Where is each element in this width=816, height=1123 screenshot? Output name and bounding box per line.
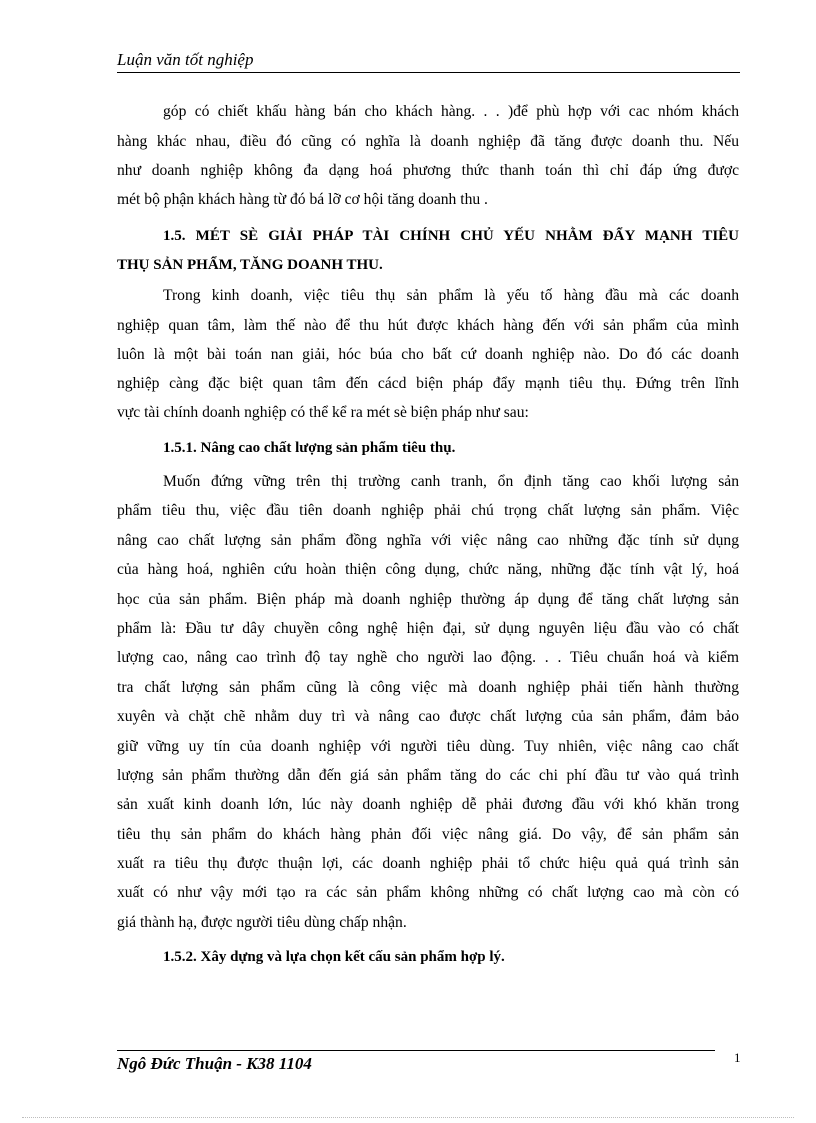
paragraph-line: Muốn đứng vững trên thị trường canh tranh, ổn định tăng cao khối lượng sản (163, 473, 739, 490)
page-edge-divider (22, 1117, 794, 1118)
paragraph-line: vực tài chính doanh nghiệp có thể kể ra mét sè biện pháp như sau: (117, 404, 529, 421)
section-heading: 1.5. MÉT SÈ GIẢI PHÁP TÀI CHÍNH CHỦ YẾU NHẰM ĐẨY MẠNH TIÊU (163, 228, 739, 244)
paragraph-line: nâng cao chất lượng sản phẩm đồng nghĩa với việc nâng cao những đặc tính sử dụng (117, 532, 739, 549)
paragraph-line: tiêu thụ sản phẩm do khách hàng phản đối việc nâng giá. Do vậy, để sản phẩm sản (117, 826, 739, 843)
running-header-title: Luận văn tốt nghiệp (117, 50, 254, 69)
paragraph-line: nghiệp càng đặc biệt quan tâm đến cácd biện pháp đẩy mạnh tiêu thụ. Đứng trên lĩnh (117, 375, 739, 392)
paragraph-line: phẩm là: Đầu tư dây chuyền công nghệ hiện đại, sử dụng nguyên liệu đầu vào có chất (117, 620, 739, 637)
paragraph-line: Trong kinh doanh, việc tiêu thụ sản phẩm là yếu tố hàng đầu mà các doanh (163, 287, 739, 304)
paragraph-line: lượng cao, nâng cao trình độ tay nghề cho người lao động. . . Tiêu chuẩn hoá và kiểm (117, 649, 739, 666)
paragraph-line: tra chất lượng sản phẩm cũng là công việc mà doanh nghiệp phải tiến hành thường (117, 679, 739, 696)
paragraph-line: của hàng hoá, nghiên cứu hoàn thiện công dụng, chức năng, những đặc tính vật lý, hoá (117, 561, 739, 578)
paragraph-line: như doanh nghiệp không đa dạng hoá phương thức thanh toán thì chỉ đáp ứng được (117, 162, 739, 179)
paragraph-line: học của sản phẩm. Biện pháp mà doanh nghiệp thường áp dụng để tăng chất lượng sản (117, 591, 739, 608)
header-rule (117, 72, 740, 73)
section-heading: THỤ SẢN PHẨM, TĂNG DOANH THU. (117, 257, 383, 273)
paragraph-line: lượng sản phẩm thường dẫn đến giá sản phẩm tăng do các chi phí đầu tư vào quá trình (117, 767, 739, 784)
paragraph-line: xuất có như vậy mới tạo ra các sản phẩm không những có chất lượng cao mà còn có (117, 884, 739, 901)
paragraph-line: giá thành hạ, được người tiêu dùng chấp nhận. (117, 914, 407, 931)
footer-author: Ngô Đức Thuận - K38 1104 (117, 1054, 312, 1073)
paragraph-line: giữ vững uy tín của doanh nghiệp với người tiêu dùng. Tuy nhiên, việc nâng cao chất (117, 738, 739, 755)
paragraph-line: xuyên và chặt chẽ nhằm duy trì và nâng cao được chất lượng của sản phẩm, đảm bảo (117, 708, 739, 725)
paragraph-line: phẩm tiêu thu, việc đầu tiên doanh nghiệp phải chú trọng chất lượng sản phẩm. Việc (117, 502, 739, 519)
paragraph-line: nghiệp quan tâm, làm thế nào để thu hút được khách hàng đến với sản phẩm của mình (117, 317, 739, 334)
paragraph-line: góp có chiết khấu hàng bán cho khách hàng. . . )để phù hợp với cac nhóm khách (163, 103, 739, 120)
paragraph-line: hàng khác nhau, điều đó cũng có nghĩa là doanh nghiệp đã tăng được doanh thu. Nếu (117, 133, 739, 150)
paragraph-line: mét bộ phận khách hàng từ đó bá lỡ cơ hội tăng doanh thu . (117, 191, 488, 208)
page-number: 1 (734, 1050, 741, 1065)
footer-rule (117, 1050, 715, 1051)
paragraph-line: sản xuất kinh doanh lớn, lúc này doanh nghiệp dễ phải đương đầu với khó khăn trong (117, 796, 739, 813)
subsection-heading: 1.5.2. Xây dựng và lựa chọn kết cấu sản phẩm hợp lý. (163, 949, 505, 965)
subsection-heading: 1.5.1. Nâng cao chất lượng sản phẩm tiêu thụ. (163, 440, 456, 456)
paragraph-line: luôn là một bài toán nan giải, hóc búa cho bất cứ doanh nghiệp nào. Do đó các doanh (117, 346, 739, 363)
paragraph-line: xuất ra tiêu thụ được thuận lợi, các doanh nghiệp phải tổ chức hiệu quả quá trình sản (117, 855, 739, 872)
